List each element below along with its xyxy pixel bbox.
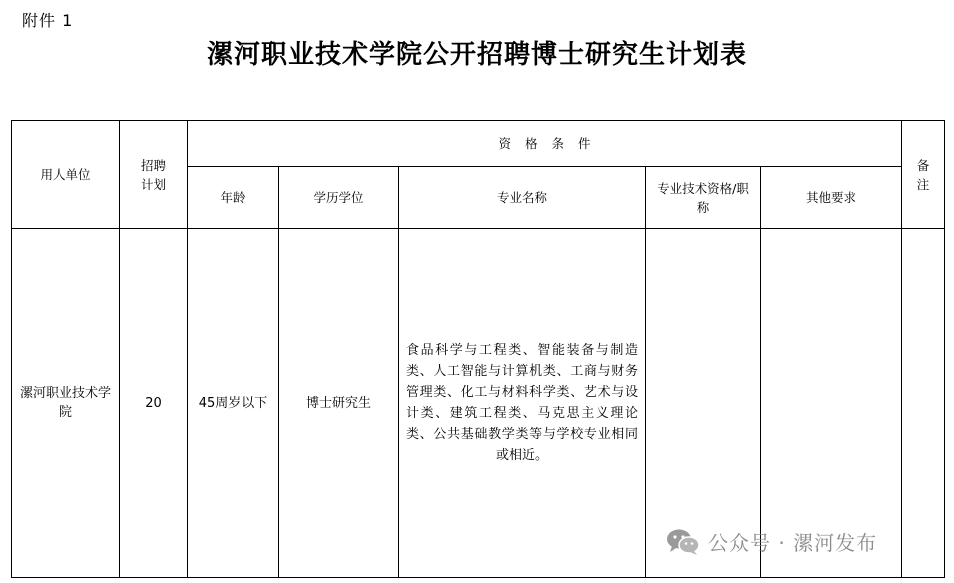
cell-age: 45周岁以下 (188, 229, 279, 578)
recruitment-plan-table (11, 120, 945, 578)
cell-major-text: 食品科学与工程类、智能装备与制造类、人工智能与计算机类、工商与财务管理类、化工与材料科学类、艺术与设计类、建筑工程类、马克思主义理论类、公共基础教学类等与学校专业相同或相近。 (406, 343, 638, 463)
header-remarks (902, 121, 945, 229)
cell-remarks (902, 229, 945, 578)
header-major: 专业名称 (399, 167, 646, 229)
cell-plan: 20 (120, 229, 188, 578)
cell-other (761, 229, 902, 578)
cell-professional-title (646, 229, 761, 578)
watermark-text: 公众号 · 漯河发布 (708, 531, 878, 555)
header-remarks-text: 备注 (916, 157, 930, 192)
header-plan (120, 121, 188, 229)
page-title: 漯河职业技术学院公开招聘博士研究生计划表 (206, 40, 747, 70)
header-professional-title-text: 专业技术资格/职称 (657, 180, 749, 215)
header-qualifications-text: 资格条件 (498, 136, 605, 151)
cell-education: 博士研究生 (279, 229, 399, 578)
cell-unit (12, 229, 120, 578)
header-education: 学历学位 (279, 167, 399, 229)
header-age: 年龄 (188, 167, 279, 229)
header-other: 其他要求 (761, 167, 902, 229)
header-plan-text: 招聘计划 (140, 157, 166, 192)
watermark (666, 527, 877, 556)
wechat-icon (666, 528, 700, 556)
cell-major (399, 229, 646, 578)
header-qualifications (188, 121, 902, 167)
cell-unit-text: 漯河职业技术学院 (20, 386, 112, 420)
header-unit: 用人单位 (12, 121, 120, 229)
header-professional-title (646, 167, 761, 229)
attachment-label: 附件 1 (22, 11, 74, 30)
